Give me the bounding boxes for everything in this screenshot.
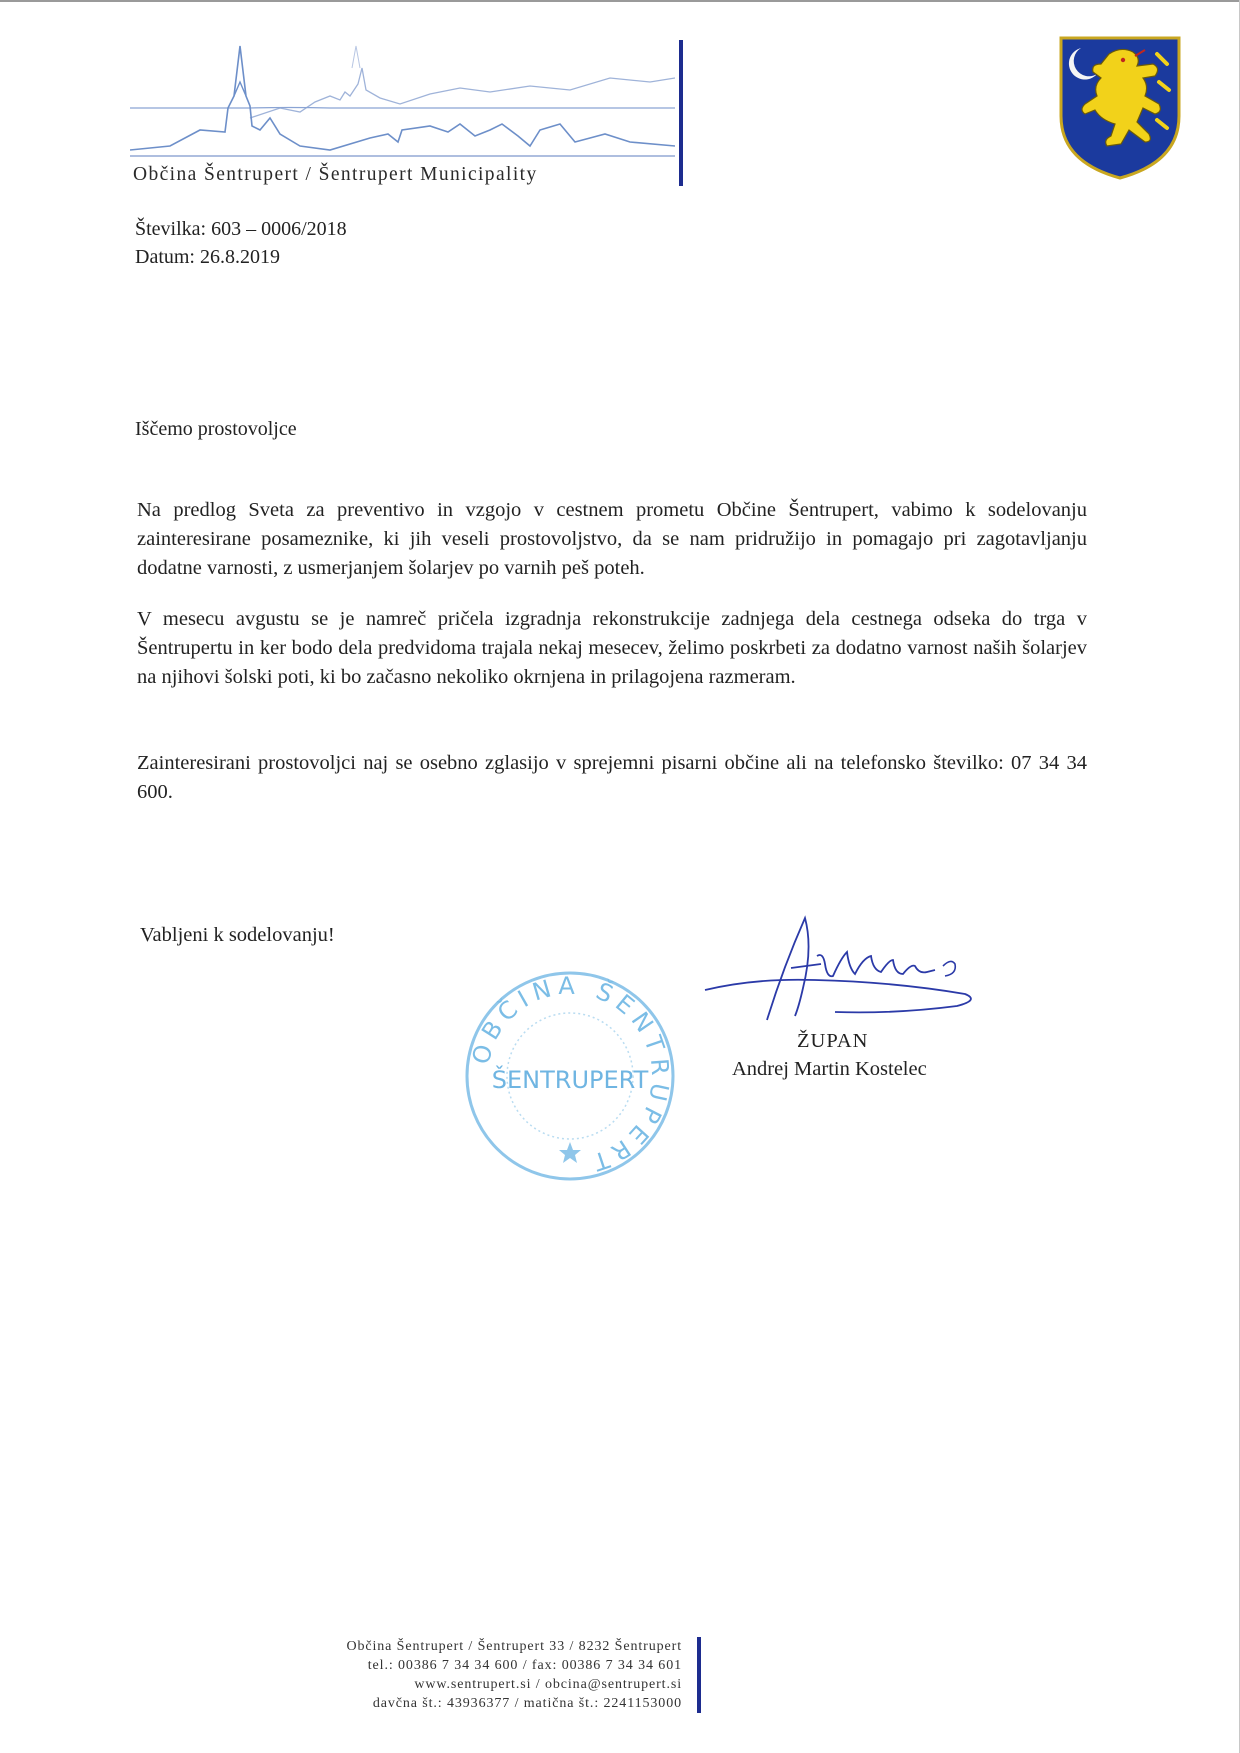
- coat-of-arms-icon: [1057, 34, 1183, 182]
- signer-title: ŽUPAN: [797, 1030, 869, 1052]
- municipality-name: Občina Šentrupert / Šentrupert Municipality: [133, 164, 538, 185]
- stamp-center-text: ŠENTRUPERT: [491, 1066, 649, 1094]
- footer-tax-registration: davčna št.: 43936377 / matična št.: 2241153000: [372, 1696, 682, 1711]
- body-paragraph-2: V mesecu avgustu se je namreč pričela izgradnja rekonstrukcije zadnjega dela cestnega odseka do trga v Šentrupertu in ker bodo dela predvidoma trajala nekaj mesecev, želimo poskrbeti za dodatno varnost naših šolarjev na njihovi šolski poti, ki bo začasno nekoliko okrnjena in prilagojena razmeram.: [137, 608, 1087, 688]
- letter-subject: Iščemo prostovoljce: [135, 418, 297, 440]
- stamp-star-icon: [559, 1142, 581, 1163]
- footer-contact-block: [236, 1637, 682, 1713]
- official-stamp: [464, 970, 676, 1182]
- footer-web-email: www.sentrupert.si / obcina@sentrupert.si: [414, 1677, 682, 1692]
- footer-divider-bar: [697, 1637, 701, 1713]
- reference-number: Številka: 603 – 0006/2018: [135, 218, 347, 240]
- body-paragraph-1: Na predlog Sveta za preventivo in vzgojo v cestnem prometu Občine Šentrupert, vabimo k sodelovanju zainteresirane posameznike, ki jih veseli prostovoljstvo, da se nam pridružijo in pomagajo pri zagotavljanju dodatne varnosti, z usmerjanjem šolarjev po varnih peš poteh.: [137, 499, 1087, 579]
- signer-name: Andrej Martin Kostelec: [732, 1058, 927, 1080]
- handwritten-signature: [695, 908, 985, 1028]
- letterhead: [130, 38, 690, 198]
- stamp-ring-text: OBČINA ŠENTRUPERT: [466, 971, 675, 1178]
- village-skyline-logo: [130, 38, 675, 163]
- footer-address: Občina Šentrupert / Šentrupert 33 / 8232 Šentrupert: [346, 1639, 682, 1654]
- scan-edge-top: [0, 0, 1240, 2]
- footer-phone-fax: tel.: 00386 7 34 34 600 / fax: 00386 7 34 34 601: [367, 1658, 682, 1673]
- closing-line: Vabljeni k sodelovanju!: [140, 924, 335, 946]
- body-paragraph-3: Zainteresirani prostovoljci naj se osebno zglasijo v sprejemni pisarni občine ali na telefonsko številko: 07 34 34 600.: [137, 752, 1087, 803]
- document-date: Datum: 26.8.2019: [135, 246, 280, 268]
- letterhead-divider-bar: [679, 40, 683, 186]
